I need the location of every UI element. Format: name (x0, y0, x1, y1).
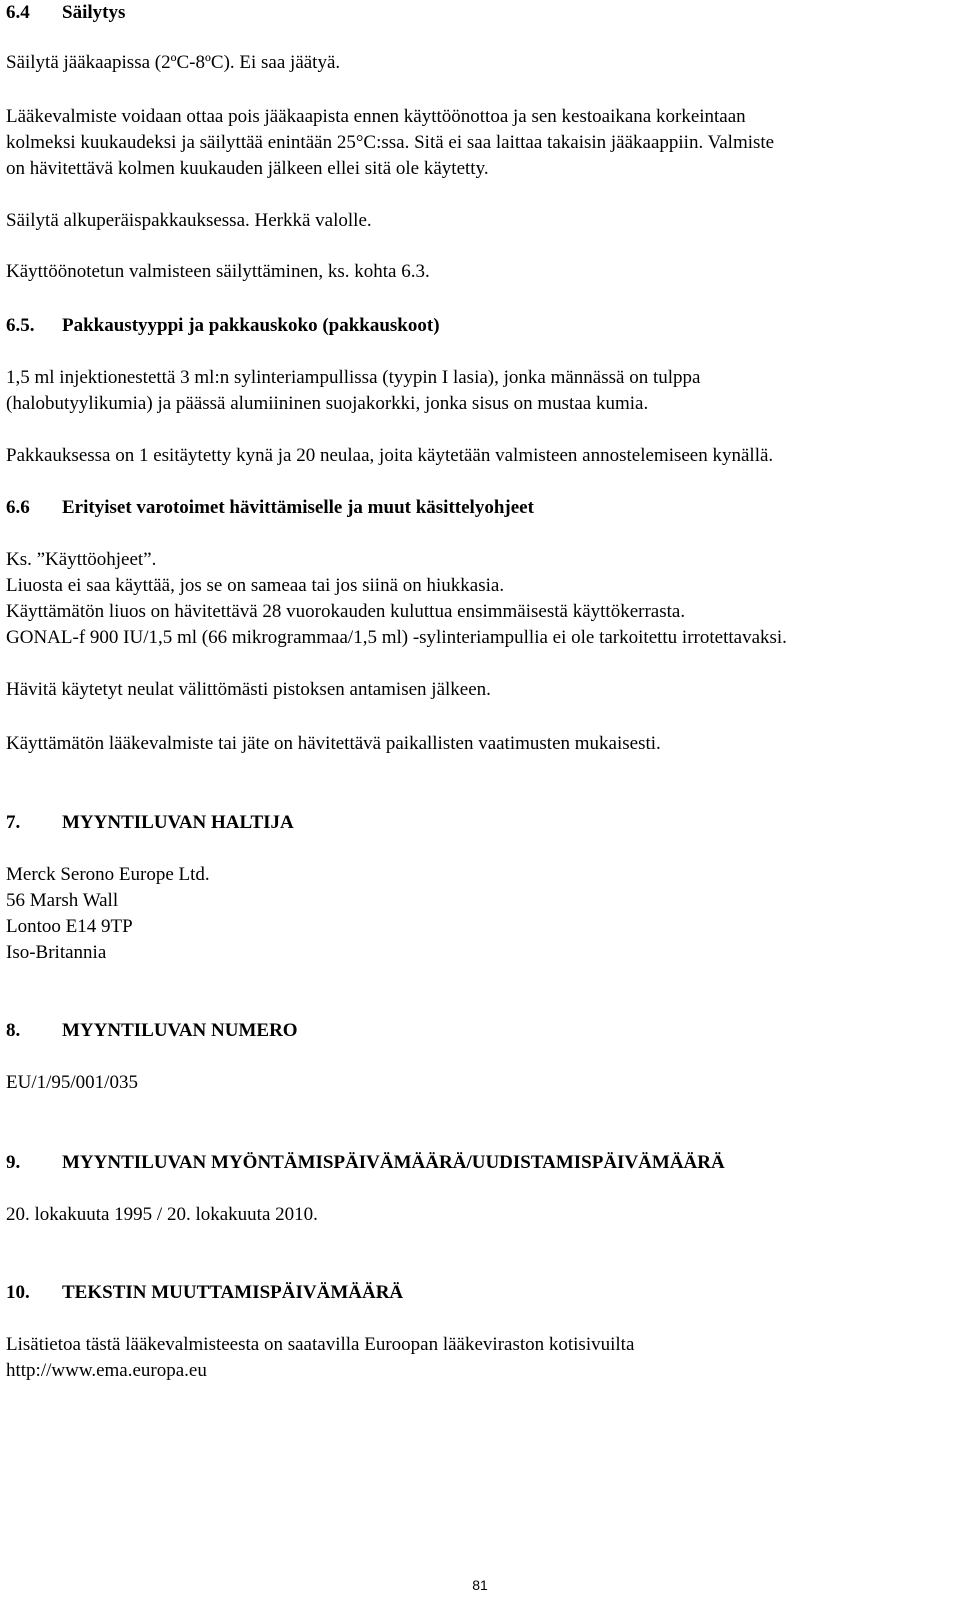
section-title: Säilytys (62, 2, 126, 23)
text-line: Käyttöönotetun valmisteen säilyttäminen, ks. kohta 6.3. (6, 261, 430, 282)
paragraph (6, 104, 956, 182)
section-title: MYYNTILUVAN MYÖNTÄMISPÄIVÄMÄÄRÄ/UUDISTAMISPÄIVÄMÄÄRÄ (62, 1152, 725, 1173)
text-line: Hävitä käytetyt neulat välittömästi pistoksen antamisen jälkeen. (6, 679, 491, 700)
section-heading-6-4 (6, 0, 956, 26)
section-heading-9 (6, 1150, 956, 1176)
section-number: 7. (6, 812, 21, 833)
text-line: Pakkauksessa on 1 esitäytetty kynä ja 20 neulaa, joita käytetään valmisteen annostelemiseen kynällä. (6, 445, 774, 466)
website-link[interactable]: http://www.ema.europa.eu (6, 1360, 207, 1381)
paragraph (6, 1332, 956, 1384)
text-line: (halobutyylikumia) ja päässä alumiininen suojakorkki, jonka sisus on mustaa kumia. (6, 393, 649, 414)
paragraph (6, 443, 956, 469)
paragraph (6, 1202, 956, 1228)
section-number: 6.6 (6, 497, 30, 518)
text-line: Lääkevalmiste voidaan ottaa pois jääkaapista ennen käyttöönottoa ja sen kestoaikana korkeintaan (6, 106, 746, 127)
paragraph (6, 50, 956, 76)
paragraph (6, 259, 956, 285)
section-title: Erityiset varotoimet hävittämiselle ja muut käsittelyohjeet (62, 497, 534, 518)
text-line: Merck Serono Europe Ltd. (6, 864, 210, 885)
text-line: Liuosta ei saa käyttää, jos se on sameaa tai jos siinä on hiukkasia. (6, 575, 505, 596)
paragraph (6, 208, 956, 234)
text-line: Säilytä jääkaapissa (2ºC-8ºC). Ei saa jäätyä. (6, 52, 341, 73)
section-title: Pakkaustyyppi ja pakkauskoko (pakkauskoot) (62, 315, 440, 336)
text-line: 56 Marsh Wall (6, 890, 119, 911)
text-line: Iso-Britannia (6, 942, 107, 963)
section-number: 6.5. (6, 315, 35, 336)
section-heading-7 (6, 810, 956, 836)
text-line: Säilytä alkuperäispakkauksessa. Herkkä valolle. (6, 210, 372, 231)
page-number: 81 (472, 1577, 488, 1593)
address-block (6, 862, 956, 966)
section-number: 9. (6, 1152, 21, 1173)
text-line: kolmeksi kuukaudeksi ja säilyttää enintään 25°C:ssa. Sitä ei saa laittaa takaisin jääkaappiin. Valmiste (6, 132, 775, 153)
paragraph (6, 1070, 956, 1096)
paragraph (6, 365, 956, 417)
text-line: 1,5 ml injektionestettä 3 ml:n sylinteriampullissa (tyypin I lasia), jonka männässä on tulppa (6, 367, 701, 388)
section-heading-10 (6, 1280, 956, 1306)
paragraph (6, 547, 956, 651)
section-number: 10. (6, 1282, 30, 1303)
section-title: MYYNTILUVAN HALTIJA (62, 812, 294, 833)
text-line: Lontoo E14 9TP (6, 916, 133, 937)
paragraph (6, 731, 956, 757)
section-title: TEKSTIN MUUTTAMISPÄIVÄMÄÄRÄ (62, 1282, 404, 1303)
text-line: Lisätietoa tästä lääkevalmisteesta on saatavilla Euroopan lääkeviraston kotisivuilta (6, 1334, 635, 1355)
section-number: 6.4 (6, 2, 30, 23)
section-heading-8 (6, 1018, 956, 1044)
text-line: 20. lokakuuta 1995 / 20. lokakuuta 2010. (6, 1204, 318, 1225)
text-line: Ks. ”Käyttöohjeet”. (6, 549, 157, 570)
paragraph (6, 677, 956, 703)
section-number: 8. (6, 1020, 21, 1041)
section-title: MYYNTILUVAN NUMERO (62, 1020, 298, 1041)
text-line: EU/1/95/001/035 (6, 1072, 138, 1093)
section-heading-6-5 (6, 313, 956, 339)
text-line: Käyttämätön liuos on hävitettävä 28 vuorokauden kuluttua ensimmäisestä käyttökerrasta. (6, 601, 686, 622)
section-heading-6-6 (6, 495, 956, 521)
text-line: GONAL-f 900 IU/1,5 ml (66 mikrogrammaa/1,5 ml) -sylinteriampullia ei ole tarkoitettu irrotettavaksi. (6, 627, 787, 648)
text-line: on hävitettävä kolmen kuukauden jälkeen ellei sitä ole käytetty. (6, 158, 489, 179)
text-line: Käyttämätön lääkevalmiste tai jäte on hävitettävä paikallisten vaatimusten mukaisesti. (6, 733, 661, 754)
